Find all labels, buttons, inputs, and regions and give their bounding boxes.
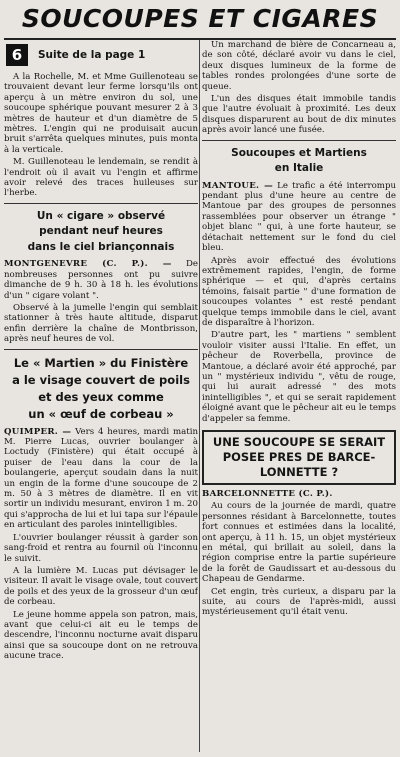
boxed-headline: UNE SOUCOUPE SE SERAIT POSEE PRES DE BARCE- LONNETTE ? [202,430,396,485]
headline: Un « cigare » observé pendant neuf heures dans le ciel briançonnais [27,209,175,253]
paragraph: Le jeune homme appela son patron, mais, avant que celui-ci ait eu le temps de descendre, l'inconnu nocturne avait disparu ainsi que sa soucoupe dont on ne retrouva aucune trace. [4,609,198,662]
paragraph: Un marchand de bière de Concarneau a, de son côté, déclaré avoir vu dans le ciel, deux disques lumineux de la forme de tables rondes prolongées d'une sorte de queue. [202,40,396,92]
lead-paragraph: MANTOUE. — Le trafic a été interrompu pendant plus d'une heure au centre de Mantoue par des groupes de personnes rassemblées pour observer un étrange " objet blanc " qui, à une forte hauteur, se détachait nettement sur le fond du ciel bleu. [202,180,396,254]
masthead [4,2,396,40]
dateline: MANTOUE. — [202,180,273,191]
right-column [202,40,396,752]
dateline: MONTGENEVRE (C. P.). — [4,259,172,270]
article-barcelonnette [202,430,396,618]
masthead-title: SOUCOUPES ET CIGARES [21,4,379,33]
divider [202,140,396,141]
article-concarneau [202,40,396,136]
lead-paragraph: MONTGENEVRE (C. P.). — De nombreuses personnes ont pu suivre dimanche de 9 h. 30 à 18 h. les évolutions d'un " cigare volant ". [4,259,198,301]
paragraph: A la lumière M. Lucas put dévisager le visiteur. Il avait le visage ovale, tout couvert de poils et des yeux de la grosseur d'un œuf de corbeau. [4,565,198,608]
paragraph: L'ouvrier boulanger réussit à garder son sang-froid et rentra au fournil où l'inconnu le suivit. [4,532,198,564]
left-column [4,40,198,752]
divider [4,203,198,204]
paragraph: Cet engin, très curieux, a disparu par la suite, au cours de l'après-midi, aussi mystérieusement qu'il était venu. [202,586,396,618]
dateline: QUIMPER. — [4,426,72,437]
paragraph: Au cours de la journée de mardi, quatre personnes résidant à Barcelonnette, toutes fort connues et estimées dans la localité, ont aperçu, à 11 h. 15, un objet mystérieux en métal, qui brillait au soleil, dans la région comprise entre la partie supérieure de la forêt de Gaudissart et au-dessous du Chapeau de Gendarme. [202,501,396,585]
article-continuation [4,40,198,199]
continuation-header [4,40,198,70]
article-martien-finistere [4,355,198,662]
continuation-label: Suite de la page 1 [38,49,146,61]
paragraph: Observé à la jumelle l'engin qui semblait stationner à très haute altitude, disparut enfin derrière la chaîne de Montbrisson, après neuf heures de vol. [4,303,198,345]
divider [4,349,198,350]
paragraph: M. Guillenoteau le lendemain, se rendit à l'endroit où il avait vu l'engin et affirme avoir relevé des traces huileuses sur l'herbe. [4,157,198,199]
dateline-line [202,489,396,499]
page-number-badge: 6 [6,44,28,66]
headline: Le « Martien » du Finistère a le visage couvert de poils et des yeux comme un « œuf de corbeau » [12,355,190,421]
article-cigare [4,209,198,345]
dateline: BARCELONNETTE (C. P.). [202,489,333,499]
article-italie [202,146,396,424]
paragraph: A la Rochelle, M. et Mme Guillenoteau se trouvaient devant leur ferme lorsqu'ils ont aperçu à un mètre environ du sol, une soucoupe sphérique pouvant mesurer 2 à 3 mètres de hauteur et d'un diamètre de 5 mètres. L'engin qui ne produisait aucun bruit s'arrêta quelques minutes, puis monta à la verticale. [4,72,198,155]
headline: Soucoupes et Martiens en Italie [231,146,367,175]
paragraph: L'un des disques était immobile tandis que l'autre évoluait à proximité. Les deux disques disparurent au bout de dix minutes après avoir lancé une fusée. [202,94,396,136]
paragraph: Après avoir effectué des évolutions extrêmement rapides, l'engin, de forme sphérique — et qui, d'après certains témoins, faisait partie " d'une formation de soucoupes volantes " est resté pendant quelque temps immobile dans le ciel, avant de disparaître à l'horizon. [202,255,396,328]
column-divider [199,40,200,752]
lead-paragraph: QUIMPER. — Vers 4 heures, mardi matin M. Pierre Lucas, ouvrier boulanger à Loctudy (Finistère) qui était occupé à puiser de l'eau dans la cour de la boulangerie, aperçut soudain dans la nuit un engin de la forme d'une soucoupe de 2 m. 50 à 3 mètres de diamètre. Il en vit sortir un individu mesurant, environ 1 m. 20 qui s'approcha de lui et lui tapa sur l'épaule en articulant des paroles inintelligibles. [4,426,198,531]
paragraph: D'autre part, les " martiens " semblent vouloir visiter aussi l'Italie. En effet, un pêcheur de Roverbella, province de Mantoue, a déclaré avoir été approché, par un " mystérieux individu ", vêtu de rouge, qui lui aurait adressé " des mots inintelligibles ", et qui se serait rapidement éloigné avant que le pêcheur ait eu le temps d'appeler sa femme. [202,330,396,424]
